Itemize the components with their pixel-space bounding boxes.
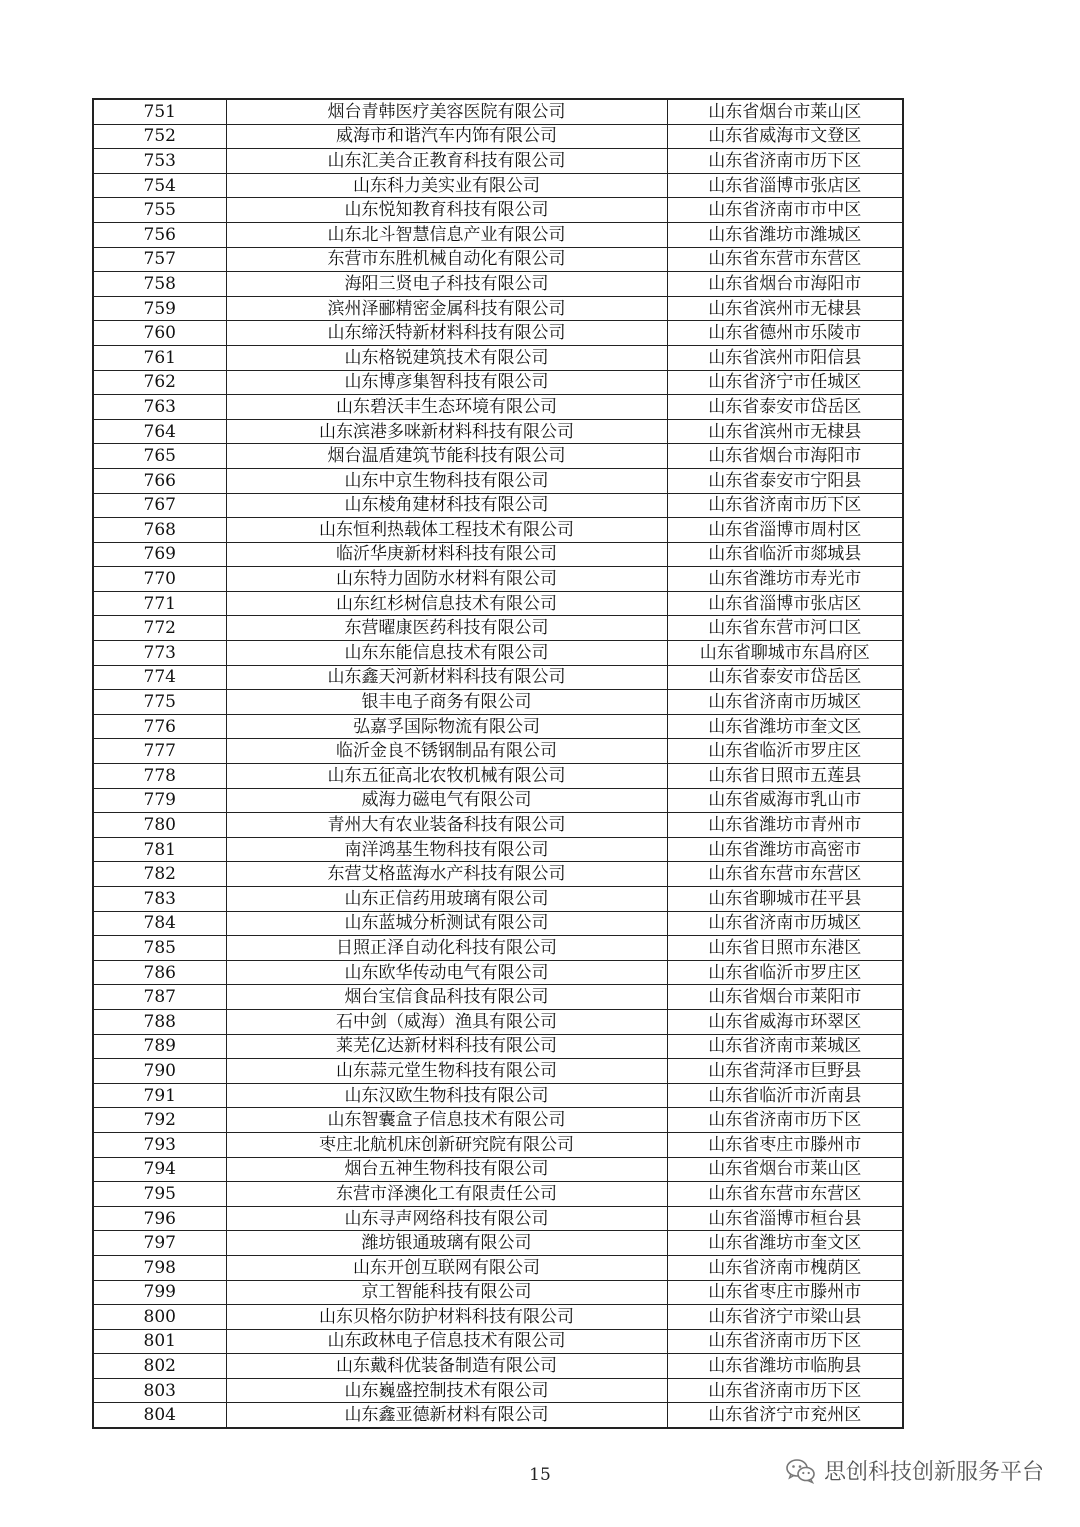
company-region: 山东省枣庄市滕州市 (667, 1132, 903, 1157)
table-row (93, 911, 903, 936)
company-name: 烟台青韩医疗美容医院有限公司 (226, 99, 667, 124)
company-name: 山东蒜元堂生物科技有限公司 (226, 1059, 667, 1084)
company-region: 山东省潍坊市高密市 (667, 837, 903, 862)
company-name: 枣庄北航机床创新研究院有限公司 (226, 1132, 667, 1157)
company-name: 东营艾格蓝海水产科技有限公司 (226, 862, 667, 887)
company-name: 山东缔沃特新材料科技有限公司 (226, 321, 667, 346)
row-number: 775 (93, 690, 226, 715)
company-name: 海阳三贤电子科技有限公司 (226, 272, 667, 297)
company-region: 山东省日照市东港区 (667, 936, 903, 961)
table-row (93, 272, 903, 297)
table-row (93, 616, 903, 641)
company-name: 南洋鸿基生物科技有限公司 (226, 837, 667, 862)
company-region: 山东省济南市历下区 (667, 493, 903, 518)
company-region: 山东省临沂市罗庄区 (667, 739, 903, 764)
row-number: 768 (93, 518, 226, 543)
company-name: 山东悦知教育科技有限公司 (226, 198, 667, 223)
table-row (93, 837, 903, 862)
table-row (93, 1132, 903, 1157)
table-row (93, 960, 903, 985)
row-number: 766 (93, 468, 226, 493)
company-region: 山东省烟台市海阳市 (667, 272, 903, 297)
row-number: 780 (93, 813, 226, 838)
table-row (93, 345, 903, 370)
company-list-table (92, 98, 904, 1429)
row-number: 799 (93, 1280, 226, 1305)
watermark-text: 思创科技创新服务平台 (823, 1460, 1044, 1485)
company-region: 山东省烟台市莱阳市 (667, 985, 903, 1010)
company-name: 烟台温盾建筑节能科技有限公司 (226, 444, 667, 469)
company-name: 山东欧华传动电气有限公司 (226, 960, 667, 985)
company-name: 山东恒利热载体工程技术有限公司 (226, 518, 667, 543)
row-number: 776 (93, 714, 226, 739)
table-row (93, 862, 903, 887)
company-region: 山东省东营市河口区 (667, 616, 903, 641)
company-region: 山东省潍坊市奎文区 (667, 1231, 903, 1256)
company-region: 山东省淄博市张店区 (667, 591, 903, 616)
row-number: 772 (93, 616, 226, 641)
company-name: 京工智能科技有限公司 (226, 1280, 667, 1305)
company-region: 山东省淄博市张店区 (667, 173, 903, 198)
company-name: 山东北斗智慧信息产业有限公司 (226, 222, 667, 247)
table-row (93, 739, 903, 764)
table-row (93, 247, 903, 272)
company-name: 威海力磁电气有限公司 (226, 788, 667, 813)
row-number: 761 (93, 345, 226, 370)
company-region: 山东省滨州市无棣县 (667, 296, 903, 321)
company-region: 山东省济南市历下区 (667, 149, 903, 174)
table-row (93, 714, 903, 739)
company-name: 山东博彦集智科技有限公司 (226, 370, 667, 395)
company-region: 山东省枣庄市滕州市 (667, 1280, 903, 1305)
row-number: 778 (93, 764, 226, 789)
table-row (93, 124, 903, 149)
company-name: 山东中京生物科技有限公司 (226, 468, 667, 493)
company-region: 山东省济南市槐荫区 (667, 1255, 903, 1280)
company-name: 滨州泽郦精密金属科技有限公司 (226, 296, 667, 321)
company-region: 山东省聊城市东昌府区 (667, 641, 903, 666)
table-row (93, 813, 903, 838)
company-region: 山东省烟台市海阳市 (667, 444, 903, 469)
company-name: 弘嘉孚国际物流有限公司 (226, 714, 667, 739)
company-region: 山东省济宁市梁山县 (667, 1305, 903, 1330)
table-row (93, 591, 903, 616)
company-region: 山东省潍坊市潍城区 (667, 222, 903, 247)
company-region: 山东省滨州市无棣县 (667, 419, 903, 444)
row-number: 774 (93, 665, 226, 690)
company-name: 威海市和谐汽车内饰有限公司 (226, 124, 667, 149)
table-row (93, 1403, 903, 1428)
company-name: 潍坊银通玻璃有限公司 (226, 1231, 667, 1256)
row-number: 793 (93, 1132, 226, 1157)
company-name: 临沂金良不锈钢制品有限公司 (226, 739, 667, 764)
row-number: 803 (93, 1378, 226, 1403)
company-region: 山东省东营市东营区 (667, 247, 903, 272)
table-row (93, 1280, 903, 1305)
company-name: 山东寻声网络科技有限公司 (226, 1206, 667, 1231)
table-row (93, 788, 903, 813)
table-row (93, 1354, 903, 1379)
company-region: 山东省潍坊市奎文区 (667, 714, 903, 739)
table-row (93, 518, 903, 543)
row-number: 758 (93, 272, 226, 297)
company-region: 山东省菏泽市巨野县 (667, 1059, 903, 1084)
company-name: 日照正泽自动化科技有限公司 (226, 936, 667, 961)
table-row (93, 1378, 903, 1403)
row-number: 764 (93, 419, 226, 444)
company-name: 山东滨港多咪新材料科技有限公司 (226, 419, 667, 444)
company-region: 山东省潍坊市临朐县 (667, 1354, 903, 1379)
company-region: 山东省威海市乳山市 (667, 788, 903, 813)
row-number: 796 (93, 1206, 226, 1231)
table-row (93, 1329, 903, 1354)
table-row (93, 1108, 903, 1133)
company-region: 山东省潍坊市寿光市 (667, 567, 903, 592)
company-name: 银丰电子商务有限公司 (226, 690, 667, 715)
row-number: 755 (93, 198, 226, 223)
company-region: 山东省泰安市岱岳区 (667, 395, 903, 420)
company-name: 山东政林电子信息技术有限公司 (226, 1329, 667, 1354)
company-name: 山东智囊盒子信息技术有限公司 (226, 1108, 667, 1133)
table-row (93, 99, 903, 124)
company-name: 莱芜亿达新材料科技有限公司 (226, 1034, 667, 1059)
company-name: 山东蓝城分析测试有限公司 (226, 911, 667, 936)
company-region: 山东省济宁市兖州区 (667, 1403, 903, 1428)
row-number: 791 (93, 1083, 226, 1108)
row-number: 767 (93, 493, 226, 518)
company-region: 山东省临沂市罗庄区 (667, 960, 903, 985)
company-region: 山东省烟台市莱山区 (667, 1157, 903, 1182)
row-number: 756 (93, 222, 226, 247)
table-row (93, 173, 903, 198)
company-region: 山东省淄博市周村区 (667, 518, 903, 543)
row-number: 786 (93, 960, 226, 985)
company-region: 山东省泰安市岱岳区 (667, 665, 903, 690)
table-row (93, 198, 903, 223)
row-number: 784 (93, 911, 226, 936)
row-number: 783 (93, 887, 226, 912)
row-number: 804 (93, 1403, 226, 1428)
company-name: 石中剑（威海）渔具有限公司 (226, 1009, 667, 1034)
company-region: 山东省淄博市桓台县 (667, 1206, 903, 1231)
row-number: 777 (93, 739, 226, 764)
table-row (93, 1034, 903, 1059)
company-name: 山东开创互联网有限公司 (226, 1255, 667, 1280)
row-number: 792 (93, 1108, 226, 1133)
company-region: 山东省济宁市任城区 (667, 370, 903, 395)
table-row (93, 1255, 903, 1280)
company-name: 山东五征高北农牧机械有限公司 (226, 764, 667, 789)
table-row (93, 444, 903, 469)
row-number: 797 (93, 1231, 226, 1256)
table-row (93, 321, 903, 346)
company-region: 山东省威海市文登区 (667, 124, 903, 149)
table-row (93, 936, 903, 961)
table-row (93, 690, 903, 715)
row-number: 769 (93, 542, 226, 567)
company-name: 东营曜康医药科技有限公司 (226, 616, 667, 641)
table-row (93, 1009, 903, 1034)
table-row (93, 665, 903, 690)
table-row (93, 887, 903, 912)
company-region: 山东省泰安市宁阳县 (667, 468, 903, 493)
company-name: 山东正信药用玻璃有限公司 (226, 887, 667, 912)
company-region: 山东省济南市市中区 (667, 198, 903, 223)
row-number: 759 (93, 296, 226, 321)
table-row (93, 1059, 903, 1084)
company-region: 山东省济南市莱城区 (667, 1034, 903, 1059)
row-number: 802 (93, 1354, 226, 1379)
table-row (93, 468, 903, 493)
wechat-icon (786, 1458, 816, 1484)
company-name: 山东格锐建筑技术有限公司 (226, 345, 667, 370)
table-row (93, 1231, 903, 1256)
company-name: 山东戴科优装备制造有限公司 (226, 1354, 667, 1379)
company-name: 山东红杉树信息技术有限公司 (226, 591, 667, 616)
company-name: 山东汉欧生物科技有限公司 (226, 1083, 667, 1108)
company-region: 山东省聊城市茌平县 (667, 887, 903, 912)
company-name: 烟台五神生物科技有限公司 (226, 1157, 667, 1182)
company-region: 山东省临沂市郯城县 (667, 542, 903, 567)
company-name: 山东鑫天河新材料科技有限公司 (226, 665, 667, 690)
table-row (93, 641, 903, 666)
table-row (93, 567, 903, 592)
company-region: 山东省济南市历下区 (667, 1329, 903, 1354)
row-number: 779 (93, 788, 226, 813)
company-region: 山东省东营市东营区 (667, 862, 903, 887)
table-row (93, 419, 903, 444)
row-number: 757 (93, 247, 226, 272)
row-number: 785 (93, 936, 226, 961)
company-region: 山东省德州市乐陵市 (667, 321, 903, 346)
table-row (93, 542, 903, 567)
company-name: 临沂华庚新材料科技有限公司 (226, 542, 667, 567)
row-number: 760 (93, 321, 226, 346)
company-region: 山东省日照市五莲县 (667, 764, 903, 789)
table-row (93, 493, 903, 518)
table-row (93, 149, 903, 174)
company-name: 山东棱角建材科技有限公司 (226, 493, 667, 518)
row-number: 787 (93, 985, 226, 1010)
company-name: 烟台宝信食品科技有限公司 (226, 985, 667, 1010)
company-name: 东营市东胜机械自动化有限公司 (226, 247, 667, 272)
company-name: 山东特力固防水材料有限公司 (226, 567, 667, 592)
table-row (93, 1157, 903, 1182)
company-name: 山东碧沃丰生态环境有限公司 (226, 395, 667, 420)
company-region: 山东省滨州市阳信县 (667, 345, 903, 370)
row-number: 751 (93, 99, 226, 124)
table-row (93, 370, 903, 395)
table-row (93, 985, 903, 1010)
row-number: 770 (93, 567, 226, 592)
company-region: 山东省临沂市沂南县 (667, 1083, 903, 1108)
row-number: 782 (93, 862, 226, 887)
company-name: 东营市泽澳化工有限责任公司 (226, 1182, 667, 1207)
table-row (93, 222, 903, 247)
row-number: 788 (93, 1009, 226, 1034)
company-name: 山东东能信息技术有限公司 (226, 641, 667, 666)
row-number: 765 (93, 444, 226, 469)
company-region: 山东省东营市东营区 (667, 1182, 903, 1207)
row-number: 753 (93, 149, 226, 174)
table-row (93, 1182, 903, 1207)
row-number: 795 (93, 1182, 226, 1207)
table-row (93, 395, 903, 420)
row-number: 754 (93, 173, 226, 198)
company-region: 山东省潍坊市青州市 (667, 813, 903, 838)
table-row (93, 1206, 903, 1231)
row-number: 752 (93, 124, 226, 149)
company-region: 山东省烟台市莱山区 (667, 99, 903, 124)
company-name: 山东鑫亚德新材料有限公司 (226, 1403, 667, 1428)
row-number: 800 (93, 1305, 226, 1330)
row-number: 762 (93, 370, 226, 395)
company-region: 山东省济南市历城区 (667, 911, 903, 936)
company-region: 山东省济南市历下区 (667, 1108, 903, 1133)
table-row (93, 296, 903, 321)
company-name: 山东巍盛控制技术有限公司 (226, 1378, 667, 1403)
table-row (93, 1305, 903, 1330)
company-name: 山东科力美实业有限公司 (226, 173, 667, 198)
table-body (93, 99, 903, 1428)
company-name: 青州大有农业装备科技有限公司 (226, 813, 667, 838)
row-number: 773 (93, 641, 226, 666)
row-number: 801 (93, 1329, 226, 1354)
company-region: 山东省济南市历下区 (667, 1378, 903, 1403)
row-number: 771 (93, 591, 226, 616)
row-number: 798 (93, 1255, 226, 1280)
row-number: 763 (93, 395, 226, 420)
company-region: 山东省威海市环翠区 (667, 1009, 903, 1034)
company-region: 山东省济南市历城区 (667, 690, 903, 715)
table-row (93, 764, 903, 789)
company-name: 山东汇美合正教育科技有限公司 (226, 149, 667, 174)
watermark (786, 1455, 1044, 1486)
company-name: 山东贝格尔防护材料科技有限公司 (226, 1305, 667, 1330)
row-number: 781 (93, 837, 226, 862)
row-number: 794 (93, 1157, 226, 1182)
page-number: 15 (529, 1465, 551, 1485)
table-row (93, 1083, 903, 1108)
row-number: 789 (93, 1034, 226, 1059)
row-number: 790 (93, 1059, 226, 1084)
